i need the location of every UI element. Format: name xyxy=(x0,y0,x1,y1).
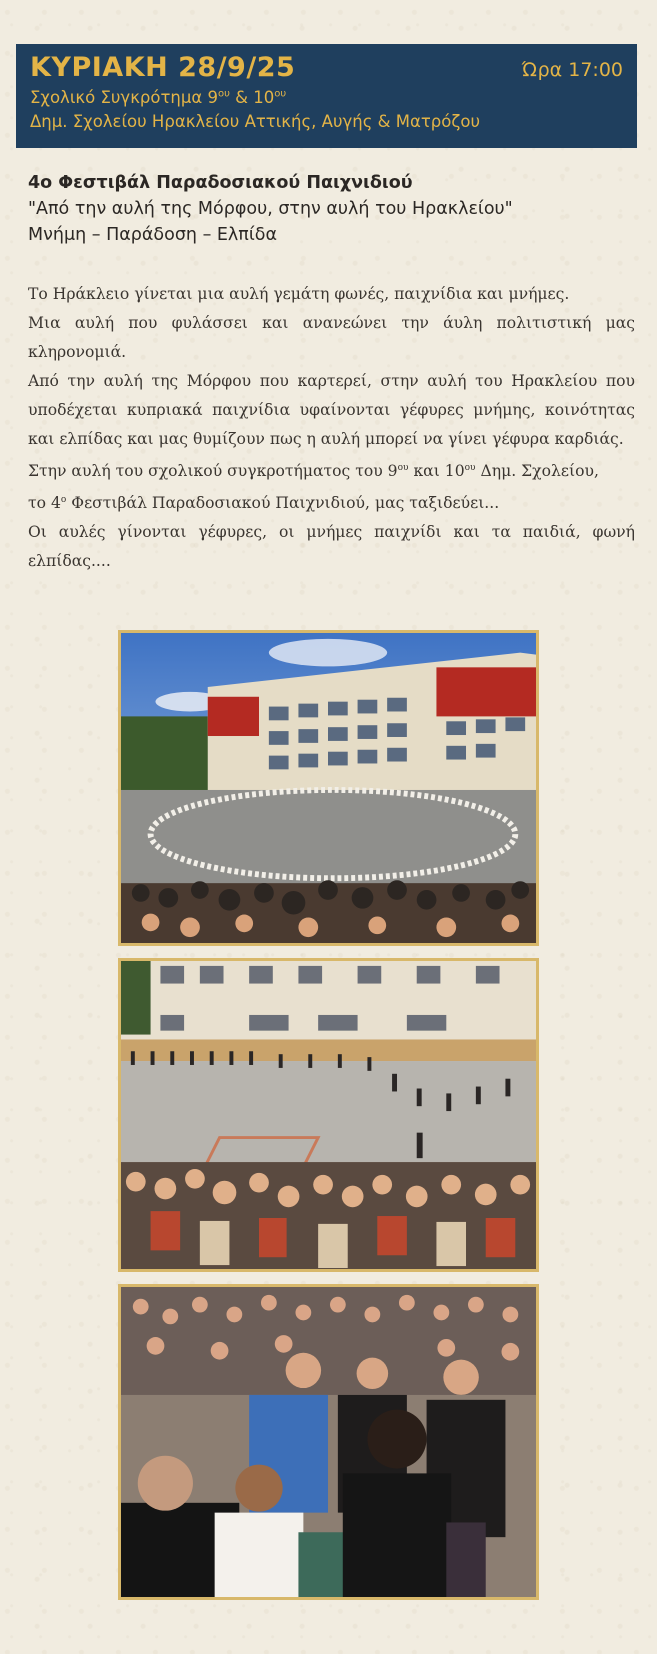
description-text xyxy=(28,280,635,576)
venue-line-2: Δημ. Σχολείου Ηρακλείου Αττικής, Αυγής & Ματρόζου xyxy=(30,112,480,131)
paragraph-5 xyxy=(28,486,635,518)
venue-line-1-mid: & 10 xyxy=(229,88,275,107)
p4-sup-2: ου xyxy=(464,463,476,473)
p4-part-b: και 10 xyxy=(408,462,465,481)
venue-sup-1: ου xyxy=(218,88,230,100)
venue-sup-2: ου xyxy=(274,88,287,100)
event-date: ΚΥΡΙΑΚΗ 28/9/25 xyxy=(30,52,296,83)
paragraph-2: Μια αυλή που φυλάσσει και ανανεώνει την άυλη πολιτιστική μας κληρονομιά. xyxy=(28,314,635,361)
p4-part-a: Στην αυλή του σχολικού συγκροτήματος του 9 xyxy=(28,462,398,481)
event-time: Ώρα 17:00 xyxy=(521,59,623,81)
p5-part-b: Φεστιβάλ Παραδοσιακού Παιχνιδιού, μας ταξιδεύει... xyxy=(66,494,500,513)
festival-title: 4ο Φεστιβάλ Παραδοσιακού Παιχνιδιού xyxy=(28,173,413,193)
photo-2-illustration xyxy=(121,961,536,1269)
photo-3-illustration xyxy=(121,1287,536,1597)
photo-schoolyard-circle xyxy=(118,630,539,946)
event-banner xyxy=(16,44,637,148)
festival-headings xyxy=(28,170,638,248)
venue-line-1 xyxy=(30,88,623,107)
photo-schoolyard-dance xyxy=(118,958,539,1272)
p5-part-a: το 4 xyxy=(28,494,61,513)
p4-part-c: Δημ. Σχολείου, xyxy=(475,462,599,481)
p4-sup-1: ου xyxy=(397,463,409,473)
festival-subtitle: "Από την αυλή της Μόρφου, στην αυλή του Ηρακλείου" xyxy=(28,199,513,219)
banner-top-row xyxy=(30,52,623,83)
festival-motto: Μνήμη – Παράδοση – Ελπίδα xyxy=(28,225,277,245)
photo-crowd-closeup xyxy=(118,1284,539,1600)
paragraph-1: Το Ηράκλειο γίνεται μια αυλή γεμάτη φωνές, παιχνίδια και μνήμες. xyxy=(28,285,570,303)
photo-1-illustration xyxy=(121,633,536,943)
p5-sup: ο xyxy=(60,495,67,506)
paragraph-4 xyxy=(28,454,635,486)
venue-line-1-prefix: Σχολικό Συγκρότημα 9 xyxy=(30,88,219,107)
paragraph-6: Οι αυλές γίνονται γέφυρες, οι μνήμες παιχνίδι και τα παιδιά, φωνή ελπίδας.... xyxy=(28,523,635,571)
paragraph-3: Από την αυλή της Μόρφου που καρτερεί, στην αυλή του Ηρακλείου που υποδέχεται κυπριακά παιχνίδια υφαίνονται γέφυρες μνήμης, κοινότητας και ελπίδας και μας θυμίζουν πως η αυλή μπορεί να γίνει γέφυρα καρδιάς. xyxy=(28,372,635,448)
